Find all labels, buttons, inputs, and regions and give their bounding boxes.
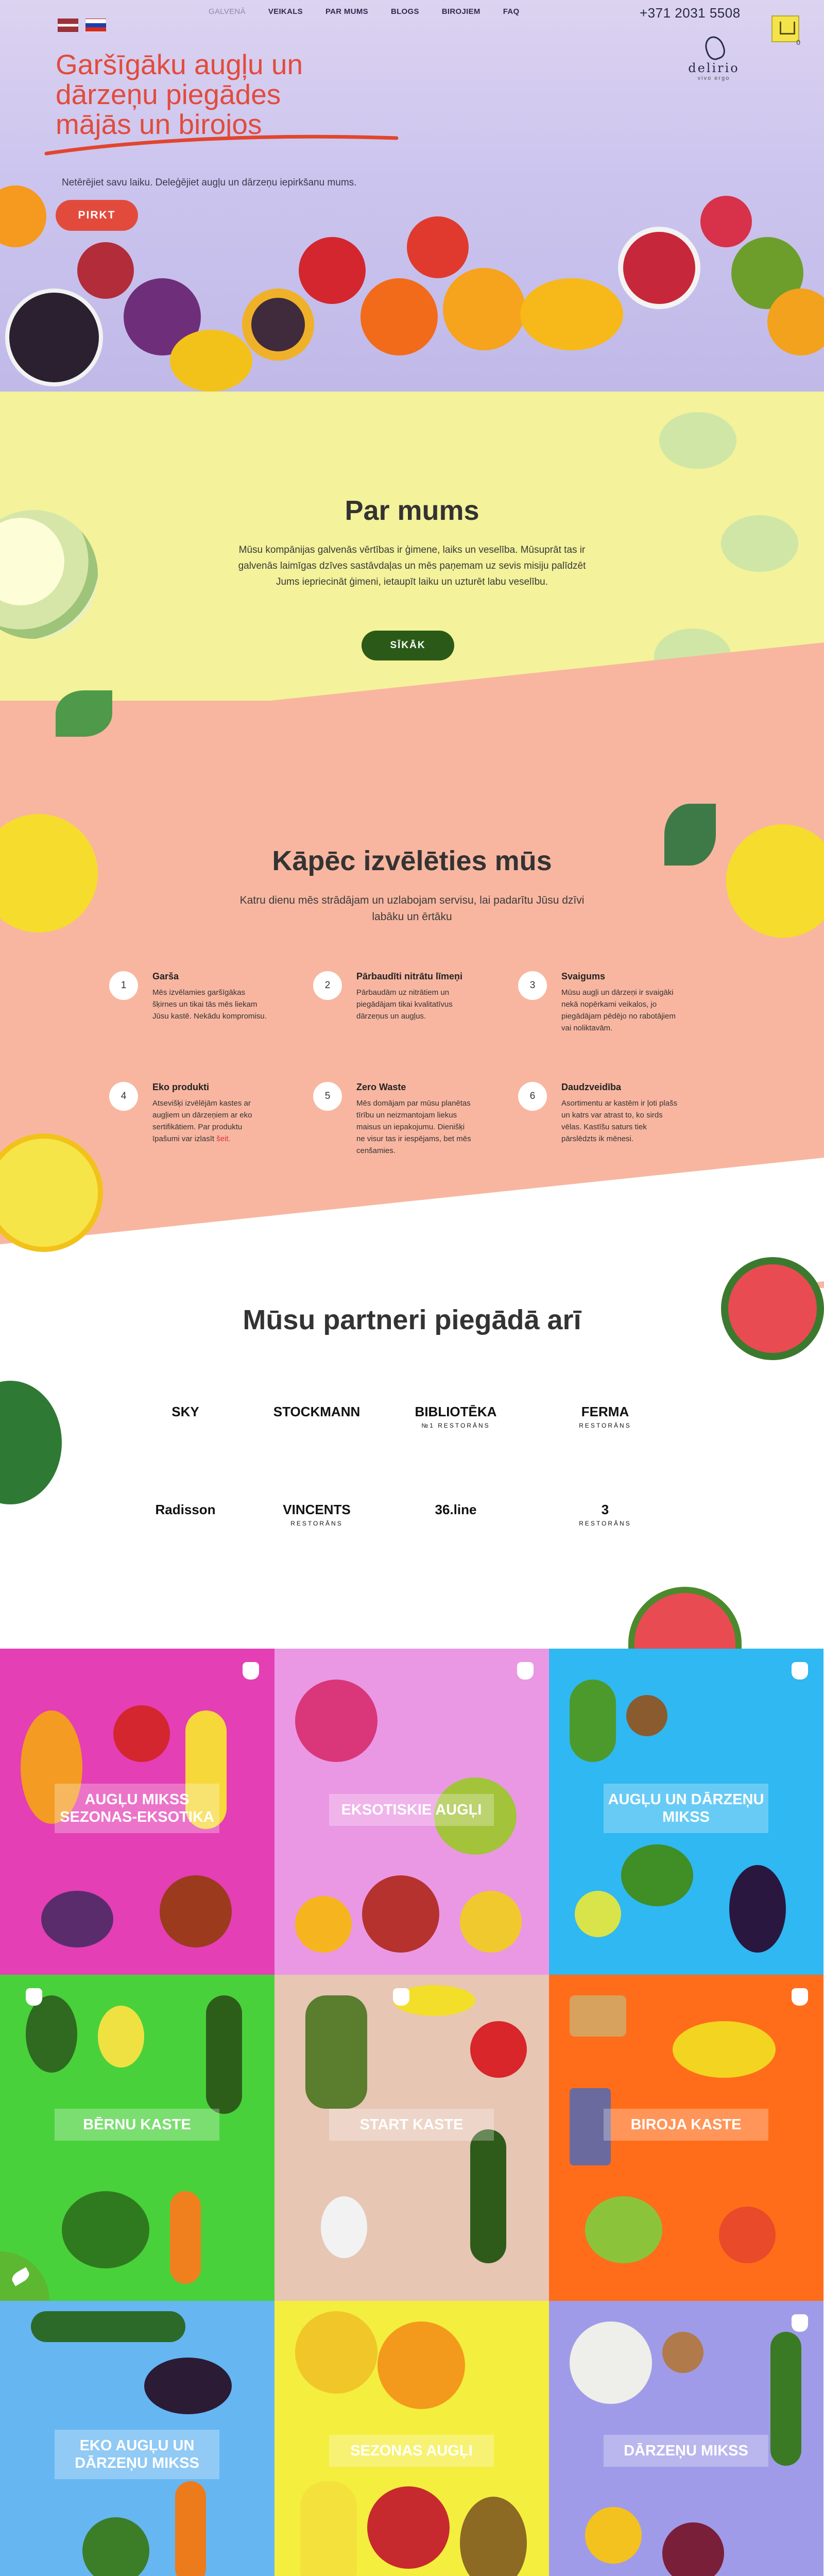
- feature-title: Svaigums: [561, 971, 606, 981]
- feature-title: Pārbaudīti nitrātu līmeņi: [356, 971, 463, 981]
- category-tile-exotic-fruits[interactable]: [274, 1649, 549, 1975]
- partner-logo-3: 3 RESTORĀNS: [579, 1502, 631, 1527]
- about-title: Par mums: [345, 495, 479, 526]
- cart-icon[interactable]: [771, 15, 800, 46]
- category-label: BIROJA KASTE: [604, 2109, 768, 2141]
- feature-number: 4: [109, 1082, 138, 1111]
- more-button[interactable]: SĪKĀK: [362, 631, 454, 660]
- partner-logo-ferma: FERMA RESTORĀNS: [579, 1404, 631, 1429]
- buy-button[interactable]: PIRKT: [56, 200, 138, 231]
- category-label: START KASTE: [329, 2109, 494, 2141]
- pointer-hand-icon: [26, 1988, 42, 2006]
- feature-title: Zero Waste: [356, 1082, 406, 1092]
- partner-logo-sky: SKY: [171, 1404, 199, 1419]
- category-grid: [0, 1649, 824, 2576]
- nav-item-faq[interactable]: FAQ: [503, 7, 520, 16]
- about-text: Mūsu kompānijas galvenās vērtības ir ģimene, laiks un veselība. Mūsuprāt tas ir galvenās laimīgas dzīves sastāvdaļas un mēs paņemam uz sevis misiju palīdzēt Jums iepriecināt ģimeni, ietaupīt laiku un uzturēt labu veselību.: [238, 545, 586, 587]
- pointer-hand-icon: [393, 1988, 409, 2006]
- eco-leaf-icon: [0, 2251, 49, 2301]
- pointer-hand-icon: [517, 1662, 534, 1680]
- feature-number: 5: [313, 1082, 342, 1111]
- category-label: EKO AUGĻU UN DĀRZEŅU MIKSS: [55, 2430, 219, 2479]
- category-label: EKSOTISKIE AUGĻI: [329, 1794, 494, 1826]
- category-label: BĒRNU KASTE: [55, 2109, 219, 2141]
- category-label: SEZONAS AUGĻI: [329, 2435, 494, 2467]
- nav-item-blog[interactable]: BLOGS: [390, 7, 419, 16]
- logo-tagline: vivo ergo: [697, 75, 730, 81]
- partners-title: Mūsu partneri piegādā arī: [243, 1304, 581, 1335]
- feature-text: Asortimentu ar kastēm ir ļoti plašs un katrs var atrast to, ko sirds vēlas. Kastīšu saturs tiek pārslēdzts ik mēnesi.: [561, 1099, 678, 1143]
- category-label: AUGĻU UN DĀRZEŅU MIKSS: [604, 1784, 768, 1833]
- nav-item-about[interactable]: PAR MUMS: [325, 7, 368, 16]
- melon-slice-image: [0, 510, 98, 639]
- feature-title: Garša: [152, 971, 179, 981]
- why-title: Kāpēc izvēlēties mūs: [272, 845, 552, 876]
- pointer-hand-icon: [792, 1988, 808, 2006]
- latvian-flag-icon[interactable]: [58, 19, 78, 32]
- logo-name: delirio: [688, 61, 740, 75]
- feature-text: Mūsu augļi un dārzeņi ir svaigāki nekā nopērkami veikalos, jo piegādājam pēdējo no rabotājiem vai noliktavām.: [561, 988, 676, 1032]
- feature-number: 2: [313, 971, 342, 1000]
- feature-title: Eko produkti: [152, 1082, 210, 1092]
- avocado-slice-image: [659, 412, 736, 469]
- category-tile-fruit-veg-mix[interactable]: [549, 1649, 823, 1975]
- category-label: AUGĻU MIKSS SEZONAS-EKSOTIKA: [55, 1784, 219, 1833]
- category-tile-seasonal-fruits[interactable]: [274, 2301, 549, 2576]
- hero-title: Garšīgāku augļu un dārzeņu piegādes mājās un birojos: [56, 48, 303, 140]
- feature-title: Daudzveidība: [561, 1082, 622, 1092]
- logo[interactable]: [678, 32, 750, 81]
- hero-section: [0, 0, 824, 402]
- pointer-hand-icon: [792, 1662, 808, 1680]
- main-nav: [209, 7, 519, 16]
- leaf-image: [56, 690, 112, 737]
- partner-logo-stockmann: STOCKMANN: [273, 1404, 360, 1419]
- hero-underline-swoosh: [41, 129, 402, 160]
- pointer-hand-icon: [243, 1662, 259, 1680]
- category-label: DĀRZEŅU MIKSS: [604, 2435, 768, 2467]
- pointer-hand-icon: [792, 2314, 808, 2332]
- nav-item-offices[interactable]: BIROJIEM: [441, 7, 480, 16]
- category-tile-eco-mix[interactable]: [0, 2301, 274, 2576]
- feature-number: 1: [109, 971, 138, 1000]
- feature-text-body: Atsevišķi izvēlējām kastes ar augļiem un dārzeņiem ar eko sertifikātiem. Par produktu īpašumi var izlasīt: [152, 1099, 252, 1143]
- feature-text: Mēs domājam par mūsu planētas tīrību un neizmantojam liekus maisus un iepakojumu. Dienišķi ne visur tas ir iespējams, bet mēs cenšamies.: [356, 1099, 471, 1155]
- hero-lead: Netērējiet savu laiku. Deleģējiet augļu un dārzeņu iepirkšanu mums.: [62, 177, 357, 188]
- phone-number[interactable]: +371 2031 5508: [640, 5, 741, 21]
- russian-flag-icon[interactable]: [85, 19, 106, 32]
- category-tile-start-box[interactable]: [274, 1975, 549, 2301]
- feature-number: 3: [518, 971, 547, 1000]
- why-subtitle: Katru dienu mēs strādājam un uzlabojam servisu, lai padarītu Jūsu dzīvi labāku un ērtāku: [239, 894, 585, 923]
- language-switcher: [58, 19, 106, 32]
- category-tile-office-box[interactable]: [549, 1975, 823, 2301]
- category-tile-exotic-mix[interactable]: [0, 1649, 274, 1975]
- partner-logo-biblioteka: BIBLIOTĒKA №1 RESTORĀNS: [415, 1404, 497, 1429]
- category-tile-kids-box[interactable]: [0, 1975, 274, 2301]
- feature-number: 6: [518, 1082, 547, 1111]
- cart-count: 0: [796, 38, 800, 46]
- feature-text: [152, 1097, 271, 1145]
- partner-logo-radisson: Radisson: [155, 1502, 216, 1517]
- top-bar: [0, 0, 824, 46]
- logo-mark-icon: [698, 32, 729, 63]
- watermelon-image: [0, 1381, 62, 1504]
- partner-logo-vincents: VINCENTS RESTORĀNS: [283, 1502, 351, 1527]
- partner-logo-36line: 36.line: [435, 1502, 477, 1517]
- feature-text: Pārbaudām uz nitrātiem un piegādājam tikai kvalitatīvus dārzeņus un augļus.: [356, 988, 453, 1021]
- category-tile-veg-mix[interactable]: [549, 2301, 823, 2576]
- nav-item-shop[interactable]: VEIKALS: [268, 7, 303, 16]
- feature-text: Mēs izvēlamies garšīgākas šķirnes un tikai tās mēs liekam Jūsu kastē. Nekādu kompromisu.: [152, 988, 267, 1021]
- feature-link[interactable]: šeit.: [216, 1134, 231, 1143]
- nav-item-home[interactable]: GALVENĀ: [209, 7, 246, 16]
- watermelon-slice-image: [628, 1587, 742, 1659]
